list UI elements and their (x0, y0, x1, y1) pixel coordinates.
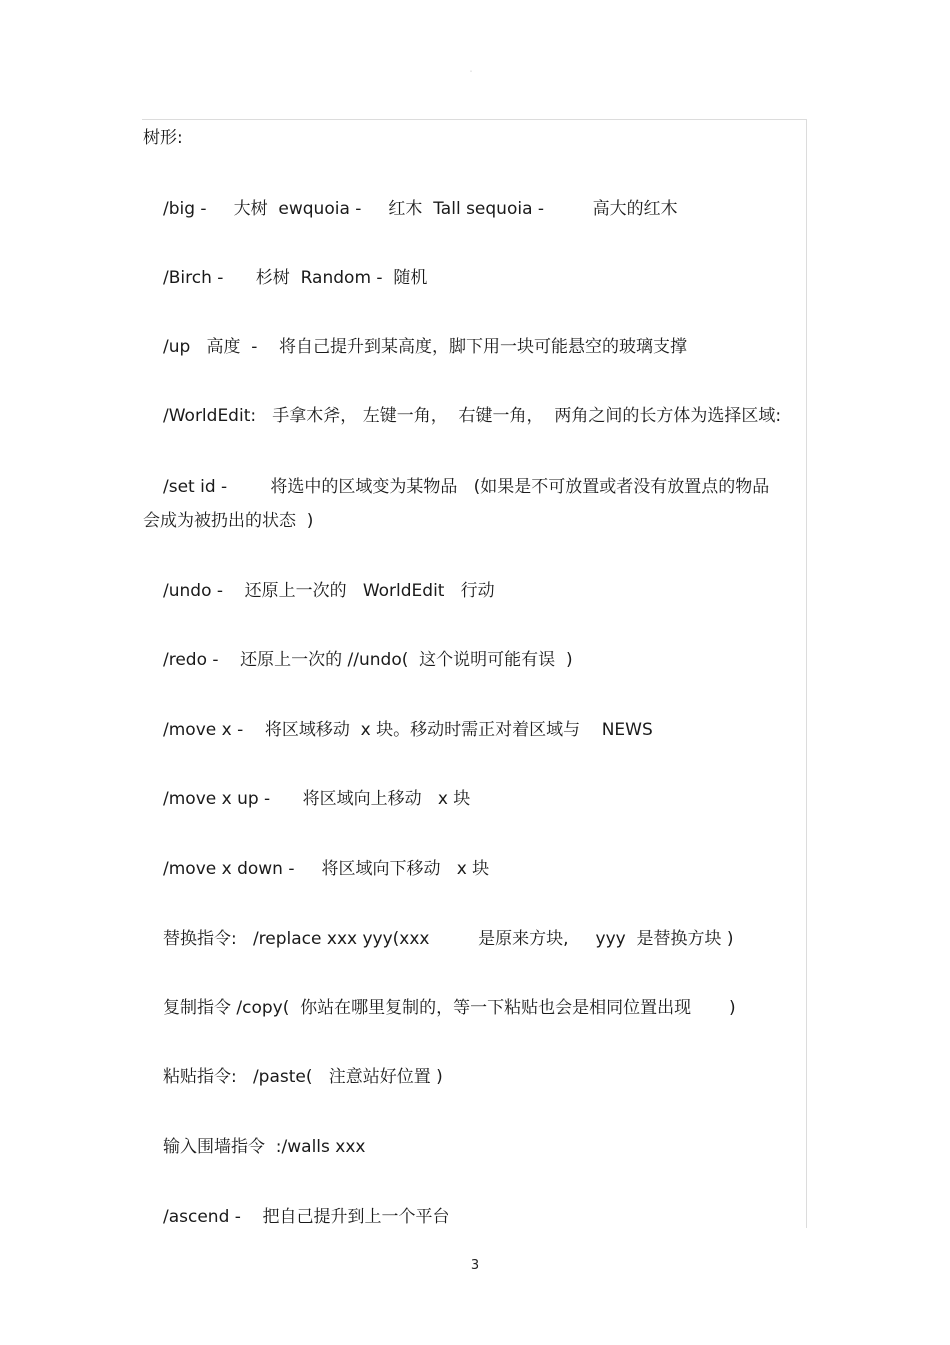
command-undo: /undo - 还原上一次的 WorldEdit 行动 (163, 581, 495, 601)
page-number: 3 (470, 1258, 480, 1273)
command-worldedit: /WorldEdit: 手拿木斧， 左键一角， 右键一角， 两角之间的长方体为选择区域: (163, 406, 782, 426)
command-up: /up 高度 - 将自己提升到某高度，脚下用一块可能悬空的玻璃支撑 (163, 337, 688, 357)
command-walls: 输入围墙指令 :/walls xxx (163, 1137, 366, 1157)
command-replace: 替换指令: /replace xxx yyy(xxx 是原来方块, yyy 是替换方块 ) (163, 929, 734, 949)
command-redo: /redo - 还原上一次的 //undo( 这个说明可能有误 ) (163, 650, 573, 670)
command-big: /big - 大树 ewquoia - 红木 Tall sequoia - 高大的红木 (163, 199, 678, 219)
command-birch: /Birch - 杉树 Random - 随机 (163, 268, 428, 288)
command-move-x-down: /move x down - 将区域向下移动 x 块 (163, 859, 490, 879)
command-move-x-up: /move x up - 将区域向上移动 x 块 (163, 789, 471, 809)
command-paste: 粘贴指令: /paste( 注意站好位置 ) (163, 1067, 443, 1087)
command-copy: 复制指令 /copy( 你站在哪里复制的，等一下粘贴也会是相同位置出现 ) (163, 998, 736, 1018)
section-heading-trees: 树形: (143, 128, 183, 148)
header-mark: ˙ (469, 70, 473, 79)
command-set-id-continued: 会成为被扔出的状态 ) (143, 511, 314, 531)
command-ascend: /ascend - 把自己提升到上一个平台 (163, 1207, 450, 1227)
command-move-x: /move x - 将区域移动 x 块。移动时需正对着区域与 NEWS (163, 720, 653, 740)
command-set-id: /set id - 将选中的区域变为某物品 (如果是不可放置或者没有放置点的物品 (163, 477, 770, 497)
